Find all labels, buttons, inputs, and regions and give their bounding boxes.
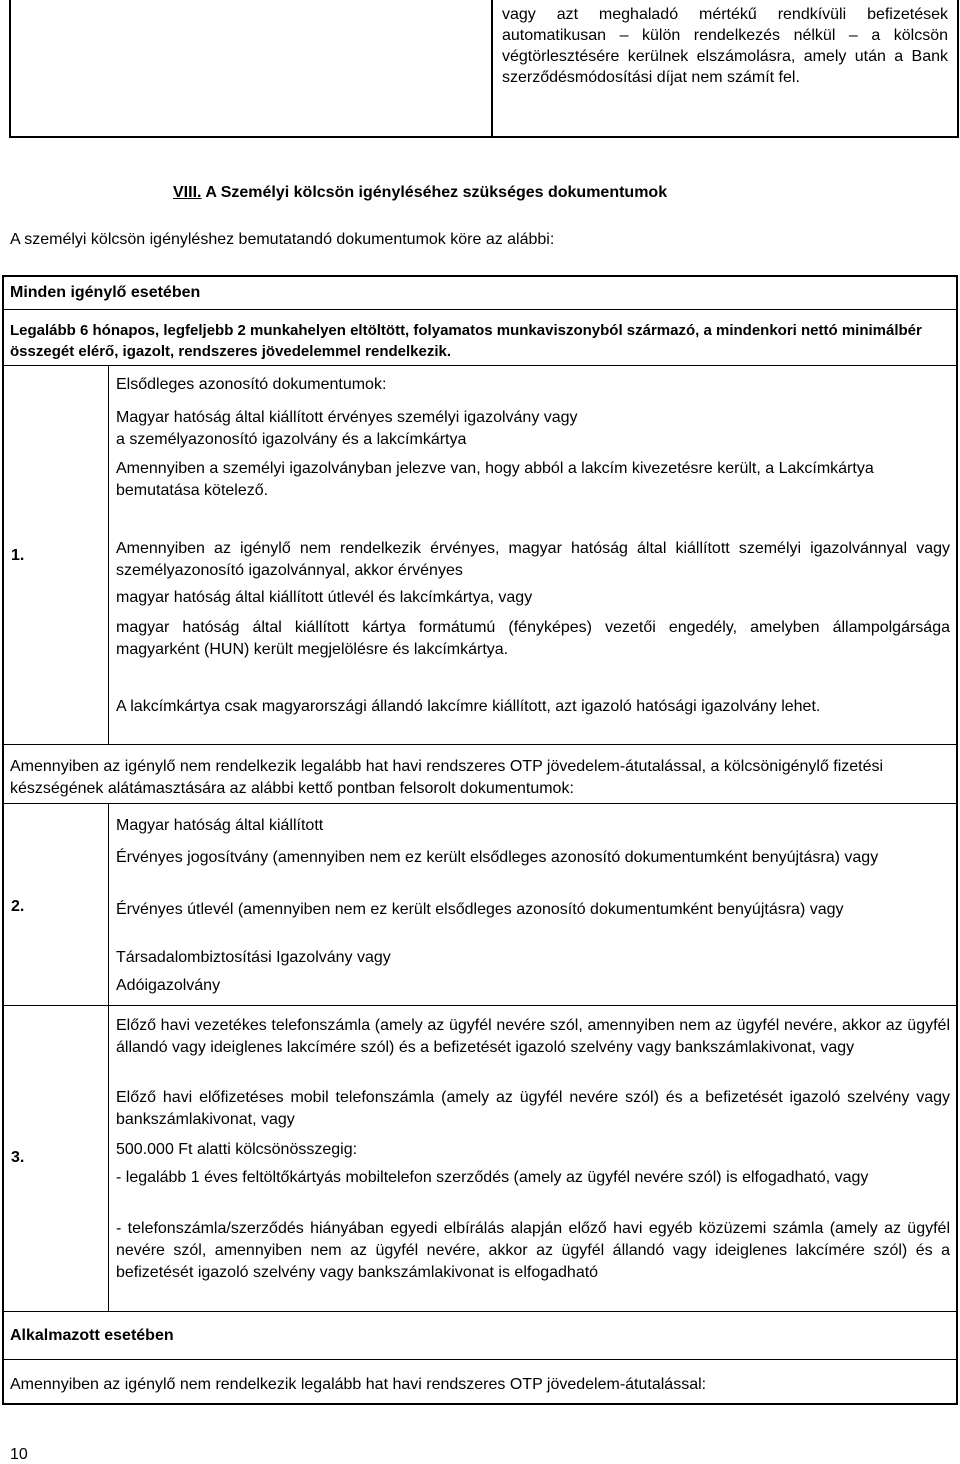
row-2-text-4: Társadalombiztosítási Igazolvány vagy — [116, 949, 391, 966]
top-table-left-border — [9, 0, 11, 138]
row-1-text-2: a személyazonosító igazolvány és a lakcímkártya — [116, 431, 467, 448]
applicant-requirement: Legalább 6 hónapos, legfeljebb 2 munkahelyen eltöltött, folyamatos munkaviszonyból származó, a mindenkori nettó minimálbér összegét elérő, igazolt, rendszeres jövedelemmel rendelkezik. — [10, 322, 922, 360]
top-table-cell-text: vagy azt meghaladó mértékű rendkívüli befizetések automatikusan – külön rendelkezés nélkül – a kölcsön végtörlesztésére kerülnek elszámolásra, amely után a Bank szerződésmódosítási díjat nem számít fel. — [502, 6, 948, 86]
row-1-heading: Elsődleges azonosító dokumentumok: — [116, 376, 387, 393]
top-table-bottom-border — [9, 136, 959, 138]
row-3-text-5: - telefonszámla/szerződés hiányában egyedi elbírálás alapján előző havi egyéb közüzemi számla (amely az ügyfél nevére szól, amennyiben nem az ügyfél nevére, akkor az ügyfél állandó vagy ideiglenes lakcímére szól) és a befizetését igazoló szelvény vagy bankszámlakivonat is elfogadható — [116, 1220, 950, 1281]
section-intro: A személyi kölcsön igényléshez bemutatandó dokumentumok köre az alábbi: — [10, 231, 555, 248]
row-3-number: 3. — [11, 1149, 25, 1166]
row-2-text-3: Érvényes útlevél (amennyiben nem ez került elsődleges azonosító dokumentumként benyújtásra) vagy — [116, 901, 844, 918]
row-1-text-7: A lakcímkártya csak magyarországi állandó lakcímre kiállított, azt igazoló hatósági igazolvány lehet. — [116, 698, 821, 715]
page-number: 10 — [10, 1446, 28, 1463]
top-table-right-border — [957, 0, 959, 138]
row-2-text-2: Érvényes jogosítvány (amennyiben nem ez került elsődleges azonosító dokumentumként benyújtásra) vagy — [116, 849, 879, 866]
row-1-text-1: Magyar hatóság által kiállított érvényes személyi igazolvány vagy — [116, 409, 578, 426]
row-1-text-4: Amennyiben az igénylő nem rendelkezik érvényes, magyar hatóság által kiállított személyi igazolvánnyal vagy személyazonosító igazolvánnyal, akkor érvényes — [116, 540, 950, 579]
top-table-divider — [491, 0, 493, 138]
section-title: A Személyi kölcsön igényléséhez szükséges dokumentumok — [205, 184, 668, 201]
employees-note: Amennyiben az igénylő nem rendelkezik legalább hat havi rendszeres OTP jövedelem-átutalással: — [10, 1376, 707, 1393]
section-heading — [173, 184, 667, 202]
row-3-text-3: 500.000 Ft alatti kölcsönösszegig: — [116, 1141, 358, 1158]
row-2-number: 2. — [11, 898, 25, 915]
row-2-text-5: Adóigazolvány — [116, 977, 221, 994]
employees-heading: Alkalmazott esetében — [10, 1327, 174, 1344]
row-3-text-1: Előző havi vezetékes telefonszámla (amely az ügyfél nevére szól, amennyiben nem az ügyfél nevére, akkor az ügyfél állandó vagy ideiglenes lakcímére szól) és a befizetését igazoló szelvény vagy bankszámlakivonat, vagy — [116, 1017, 950, 1056]
all-applicants-heading: Minden igénylő esetében — [10, 284, 201, 301]
row-1-text-5: magyar hatóság által kiállított útlevél és lakcímkártya, vagy — [116, 589, 533, 606]
row-1-number: 1. — [11, 547, 25, 564]
income-note: Amennyiben az igénylő nem rendelkezik legalább hat havi rendszeres OTP jövedelem-átutalással, a kölcsönigénylő fizetési készségének alátámasztására az alábbi kettő pontban felsorolt dokumentumok: — [10, 758, 884, 797]
section-number: VIII. — [173, 184, 202, 201]
row-2-text-1: Magyar hatóság által kiállított — [116, 817, 324, 834]
row-1-text-6: magyar hatóság által kiállított kártya formátumú (fényképes) vezetői engedély, amelyben állampolgársága magyarként (HUN) került megjelölésre és lakcímkártya. — [116, 619, 950, 658]
row-3-text-4: - legalább 1 éves feltöltőkártyás mobiltelefon szerződés (amely az ügyfél nevére szól) is elfogadható, vagy — [116, 1169, 869, 1186]
row-1-text-3: Amennyiben a személyi igazolványban jelezve van, hogy abból a lakcím kivezetésre került, a Lakcímkártya bemutatása kötelező. — [116, 460, 874, 499]
row-3-text-2: Előző havi előfizetéses mobil telefonszámla (amely az ügyfél nevére szól) és a befizetését igazoló szelvény vagy bankszámlakivonat, vagy — [116, 1089, 950, 1128]
